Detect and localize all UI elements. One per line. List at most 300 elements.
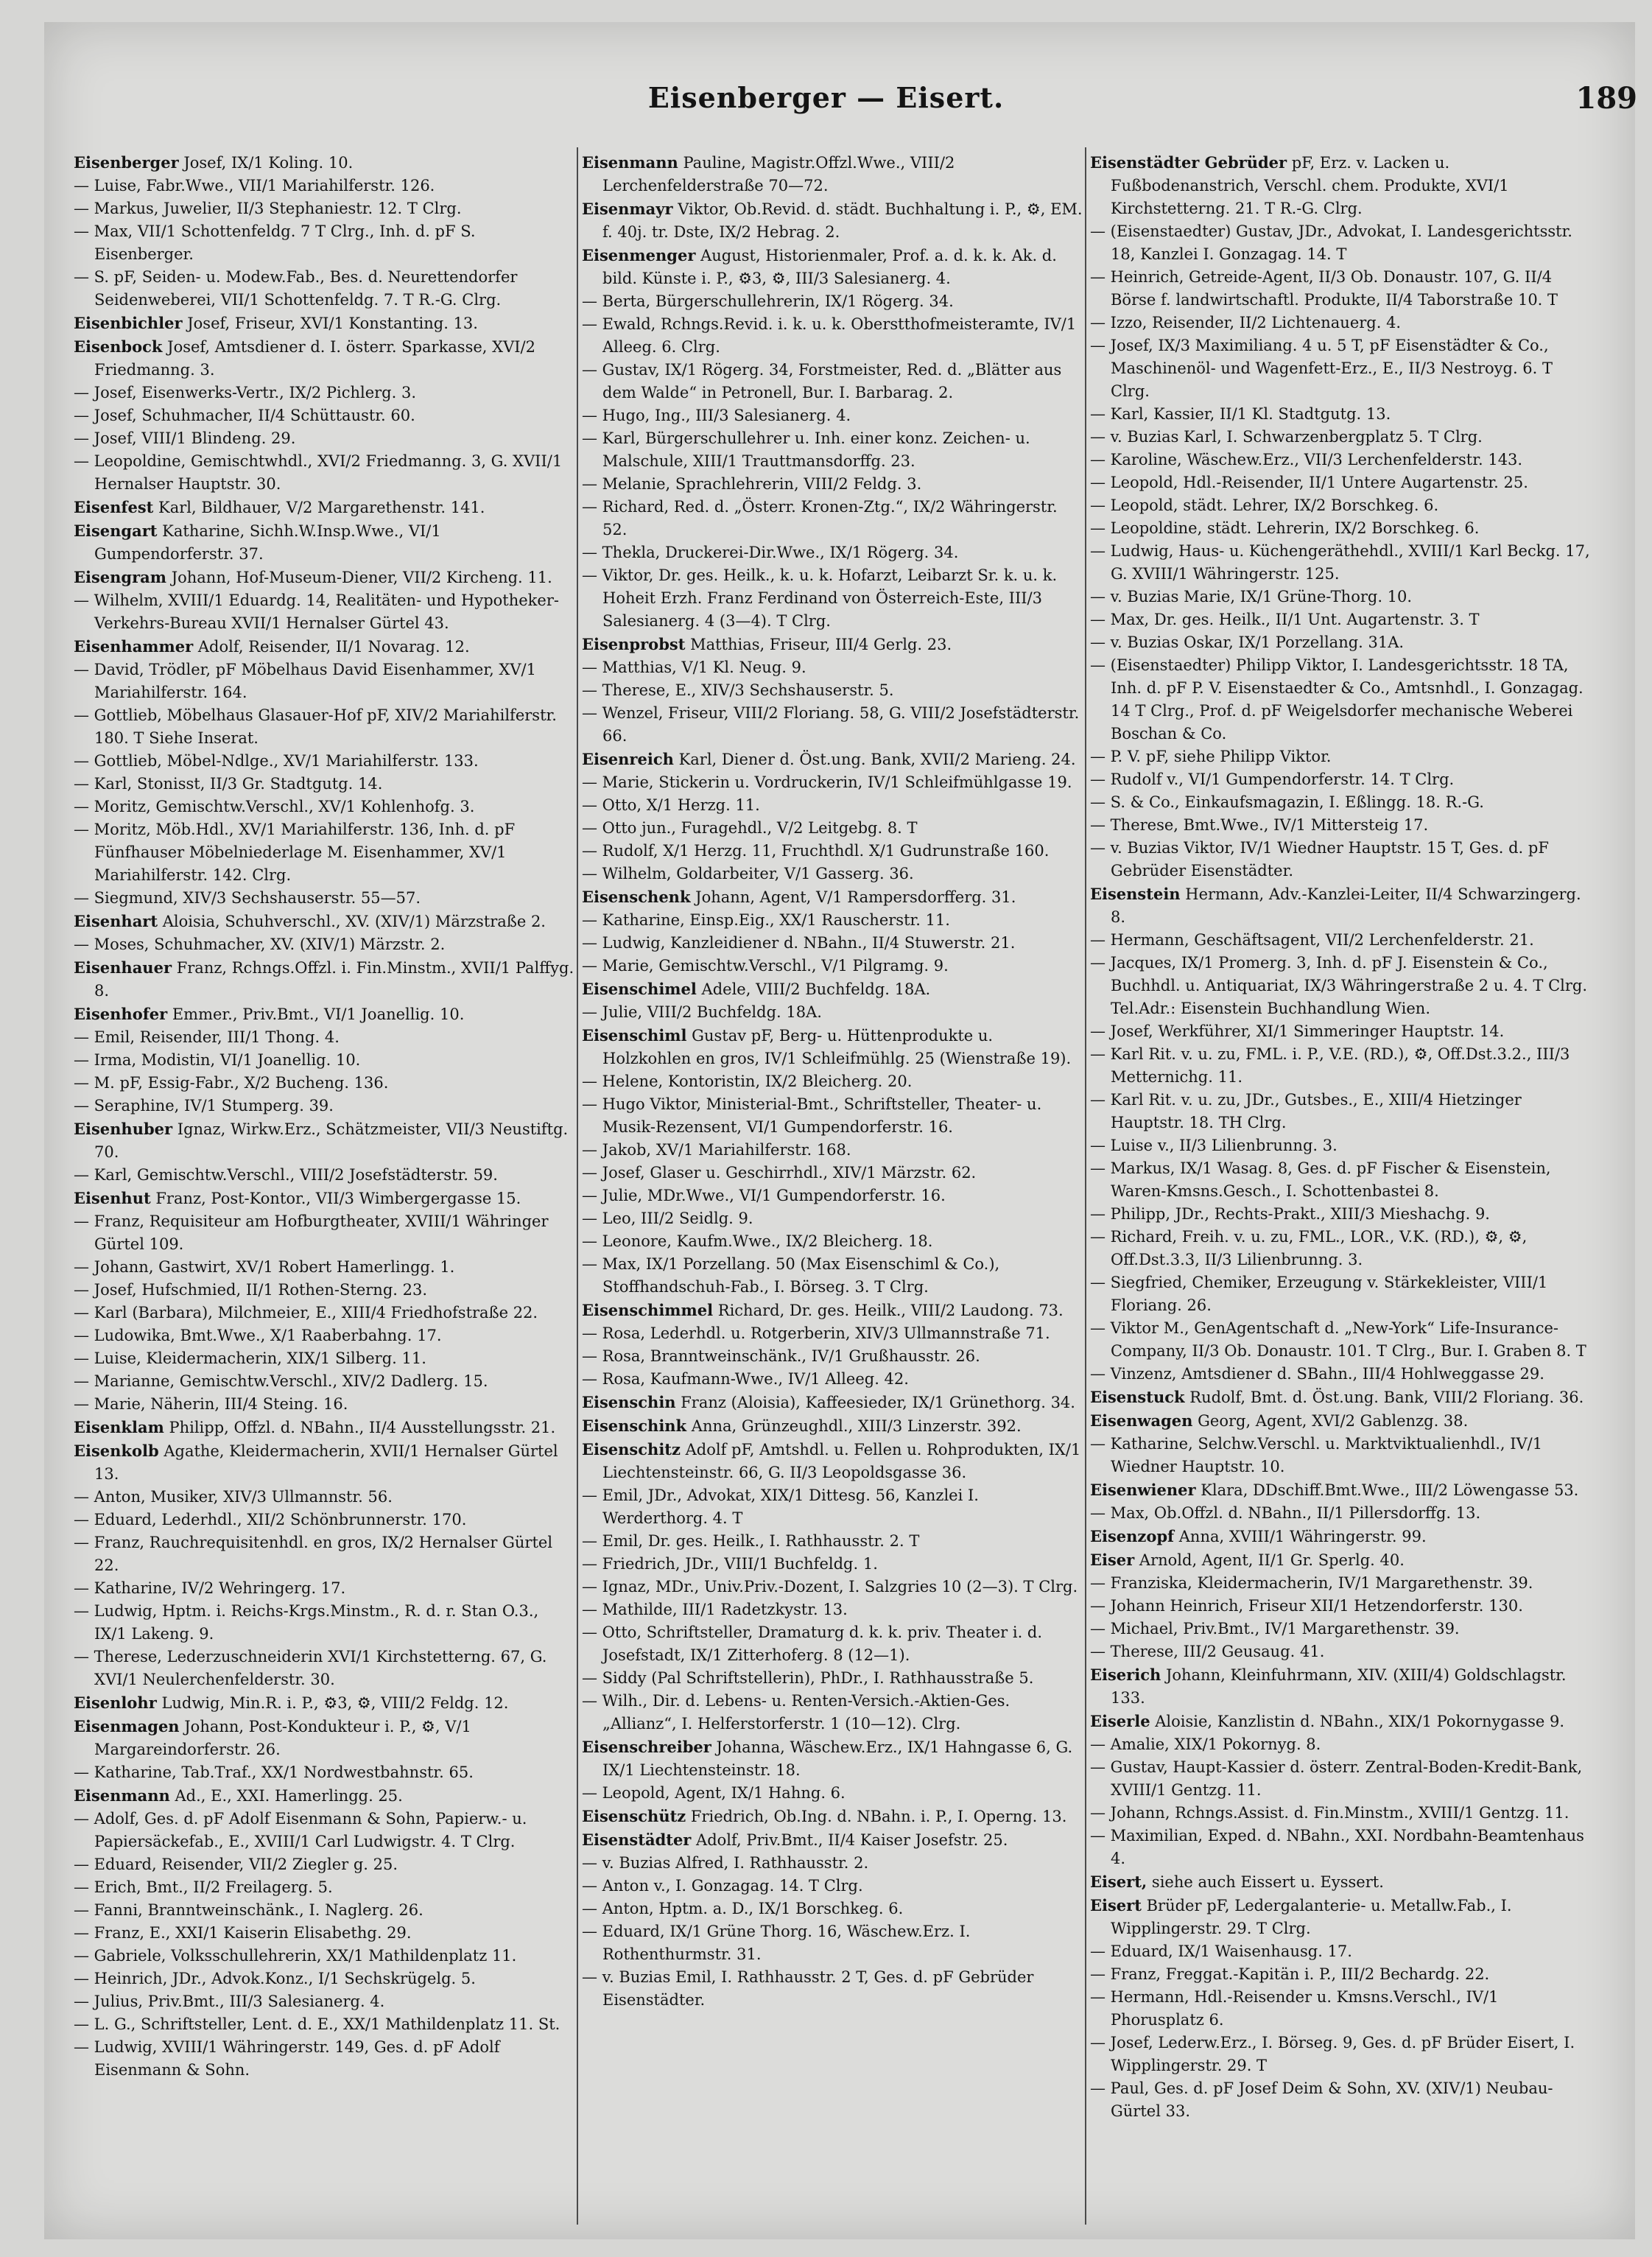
entry-text: — Friedrich, JDr., VIII/1 Buchfeldg. 1.	[582, 1555, 878, 1573]
directory-entry	[74, 175, 574, 197]
surname-heading: Eisenklam	[74, 1418, 164, 1436]
entry-text: — L. G., Schriftsteller, Lent. d. E., XX/1 Mathildenplatz 11. St.	[74, 2015, 560, 2033]
directory-entry	[1090, 220, 1591, 266]
surname-heading: Eisenmayr	[582, 200, 673, 218]
directory-entry	[582, 679, 1083, 702]
entry-text: Karl, Bildhauer, V/2 Margarethenstr. 141.	[153, 499, 485, 516]
directory-entry	[1090, 1802, 1591, 1825]
directory-entry	[74, 1095, 574, 1117]
directory-entry	[74, 1853, 574, 1876]
entry-text: — Richard, Freih. v. u. zu, FML., LOR., V.K. (RD.), ⚙, ⚙, Off.Dst.3.3, II/3 Lilienbrunng. 3.	[1090, 1228, 1528, 1268]
entry-text: — Heinrich, JDr., Advok.Konz., I/1 Sechskrügelg. 5.	[74, 1970, 476, 1987]
entry-text: — v. Buzias Viktor, IV/1 Wiedner Hauptstr. 15 T, Ges. d. pF Gebrüder Eisenstädter.	[1090, 839, 1549, 880]
directory-entry	[74, 335, 574, 382]
entry-text: — v. Buzias Karl, I. Schwarzenbergplatz 5. T Clrg.	[1090, 428, 1483, 446]
directory-entry	[582, 290, 1083, 313]
entry-text: — Marie, Gemischtw.Verschl., V/1 Pilgramg. 9.	[582, 957, 949, 975]
surname-heading: Eisenwagen	[1090, 1411, 1193, 1430]
entry-text: — Leopoldine, Gemischtwhdl., XVI/2 Friedmanng. 3, G. XVII/1 Hernalser Hauptstr. 30.	[74, 452, 563, 493]
entry-text: — Therese, Lederzuschneiderin XVI/1 Kirchstetterng. 67, G. XVI/1 Neulerchenfelderstr. 30.	[74, 1648, 547, 1688]
surname-heading: Eisenschitz	[582, 1440, 681, 1459]
entry-text: Adele, VIII/2 Buchfeldg. 18A.	[696, 980, 931, 998]
directory-entry	[1090, 1940, 1591, 1963]
entry-text: — Josef, Lederw.Erz., I. Börseg. 9, Ges. d. pF Brüder Eisert, I. Wipplingerstr. 29. T	[1090, 2034, 1575, 2074]
entry-text: — Julie, MDr.Wwe., VI/1 Gumpendorferstr. 16.	[582, 1187, 946, 1204]
directory-entry	[1090, 1618, 1591, 1640]
directory-entry	[1090, 608, 1591, 631]
entry-text: — Johann Heinrich, Friseur XII/1 Hetzendorferstr. 130.	[1090, 1597, 1523, 1615]
entry-text: — Melanie, Sprachlehrerin, VIII/2 Feldg. 3.	[582, 475, 922, 493]
entry-text: — Leopoldine, städt. Lehrerin, IX/2 Borschkeg. 6.	[1090, 519, 1480, 537]
entry-text: — Otto jun., Furagehdl., V/2 Leitgebg. 8. T	[582, 819, 918, 837]
directory-entry	[74, 1072, 574, 1095]
entry-text: Aloisia, Schuhverschl., XV. (XIV/1) Märzstraße 2.	[158, 913, 546, 930]
directory-entry	[74, 1117, 574, 1164]
surname-heading: Eisenmann	[74, 1786, 170, 1805]
directory-entry	[74, 1691, 574, 1715]
surname-heading: Eisengram	[74, 568, 167, 586]
directory-entry	[582, 1322, 1083, 1345]
surname-heading: Eisenschütz	[582, 1807, 686, 1825]
surname-heading: Eisenschreiber	[582, 1738, 711, 1756]
directory-entry	[74, 312, 574, 335]
directory-entry	[74, 887, 574, 910]
entry-text: — Franz, Requisiteur am Hofburgtheater, XVIII/1 Währinger Gürtel 109.	[74, 1212, 549, 1253]
entry-text: — Max, Dr. ges. Heilk., II/1 Unt. Augartenstr. 3. T	[1090, 611, 1480, 628]
directory-entry	[74, 1049, 574, 1072]
directory-entry	[1090, 654, 1591, 745]
entry-text: — Gottlieb, Möbel-Ndlge., XV/1 Mariahilferstr. 133.	[74, 752, 479, 770]
entry-text: — Eduard, IX/1 Grüne Thorg. 16, Wäschew.Erz. I. Rothenthurmstr. 31.	[582, 1923, 971, 1963]
directory-entry	[1090, 312, 1591, 334]
directory-entry	[582, 1805, 1083, 1828]
entry-text: — Hermann, Hdl.-Reisender u. Kmsns.Verschl., IV/1 Phorusplatz 6.	[1090, 1988, 1499, 2029]
directory-entry	[74, 450, 574, 496]
directory-entry	[582, 1207, 1083, 1230]
surname-heading: Eisenhart	[74, 912, 158, 930]
entry-text: — Emil, Reisender, III/1 Thong. 4.	[74, 1028, 340, 1046]
entry-text: — Franz, Freggat.-Kapitän i. P., III/2 Bechardg. 22.	[1090, 1965, 1490, 1983]
entry-text: — Otto, X/1 Herzg. 11.	[582, 796, 760, 814]
directory-entry	[74, 1439, 574, 1486]
entry-text: — Jacques, IX/1 Promerg. 3, Inh. d. pF J. Eisenstein & Co., Buchhdl. u. Antiquariat, IX/3 Währingerstraße 2 u. 4. T Clrg. Tel.Adr.: Eisenstein Buchhandlung Wien.	[1090, 954, 1588, 1017]
entry-text: — Hermann, Geschäftsagent, VII/2 Lerchenfelderstr. 21.	[1090, 931, 1534, 949]
directory-entry	[582, 197, 1083, 244]
entry-text: Anna, XVIII/1 Währingerstr. 99.	[1174, 1528, 1427, 1545]
surname-heading: Eisenstädter Gebrüder	[1090, 153, 1287, 172]
entry-text: Franz, Rchngs.Offzl. i. Fin.Minstm., XVII/1 Palffyg. 8.	[94, 959, 574, 1000]
surname-heading: Eisenschenk	[582, 888, 691, 906]
entry-text: — Karl Rit. v. u. zu, FML. i. P., V.E. (RD.), ⚙, Off.Dst.3.2., III/3 Metternichg. 11.	[1090, 1045, 1570, 1086]
surname-heading: Eisenschink	[582, 1417, 687, 1435]
surname-heading: Eiserich	[1090, 1665, 1161, 1684]
directory-entry	[74, 1784, 574, 1808]
entry-text: Johanna, Wäschew.Erz., IX/1 Hahngasse 6, G. IX/1 Liechtensteinstr. 18.	[602, 1738, 1073, 1779]
entry-text: — Moses, Schuhmacher, XV. (XIV/1) Märzstr. 2.	[74, 936, 446, 953]
surname-heading: Eisenfest	[74, 498, 154, 516]
entry-text: — Rosa, Branntweinschänk., IV/1 Grußhausstr. 26.	[582, 1347, 980, 1365]
entry-text: — Philipp, JDr., Rechts-Prakt., XIII/3 Mieshachg. 9.	[1090, 1205, 1490, 1223]
directory-entry	[582, 1230, 1083, 1253]
entry-text: — Josef, Hufschmied, II/1 Rothen-Sterng. 23.	[74, 1281, 428, 1299]
entry-text: — (Eisenstaedter) Gustav, JDr., Advokat, I. Landesgerichtsstr. 18, Kanzlei I. Gonzagag. 14. T	[1090, 222, 1572, 263]
directory-entry	[582, 1438, 1083, 1484]
entry-text: — Therese, III/2 Geusaug. 41.	[1090, 1643, 1325, 1660]
page-number: 189	[1575, 81, 1637, 116]
directory-column-2	[582, 151, 1083, 2228]
entry-text: — Rudolf v., VI/1 Gumpendorferstr. 14. T Clrg.	[1090, 771, 1455, 788]
column-divider	[1085, 147, 1086, 2225]
entry-text: — Anton v., I. Gonzagag. 14. T Clrg.	[582, 1877, 863, 1895]
entry-text: — v. Buzias Oskar, IX/1 Porzellang. 31A.	[1090, 633, 1405, 651]
entry-text: — Gabriele, Volksschullehrerin, XX/1 Mathildenplatz 11.	[74, 1947, 517, 1965]
directory-entry	[1090, 1317, 1591, 1363]
entry-text: — Katharine, Einsp.Eig., XX/1 Rauscherstr. 11.	[582, 911, 950, 929]
entry-text: — Rosa, Kaufmann-Wwe., IV/1 Alleeg. 42.	[582, 1370, 909, 1388]
directory-entry	[582, 1735, 1083, 1782]
entry-text: — Therese, Bmt.Wwe., IV/1 Mittersteig 17.	[1090, 816, 1429, 834]
page-header	[0, 81, 1652, 133]
directory-entry	[582, 817, 1083, 840]
entry-text: Josef, IX/1 Koling. 10.	[178, 154, 354, 172]
entry-text: — Max, IX/1 Porzellang. 50 (Max Eisenschiml & Co.), Stoffhandschuh-Fab., I. Börseg. 3. T Clrg.	[582, 1255, 1000, 1296]
directory-entry	[74, 1416, 574, 1439]
entry-text: — Luise, Fabr.Wwe., VII/1 Mariahilferstr. 126.	[74, 177, 435, 194]
directory-entry	[1090, 1548, 1591, 1572]
directory-entry	[582, 1828, 1083, 1852]
entry-text: — Eduard, IX/1 Waisenhausg. 17.	[1090, 1942, 1352, 1960]
directory-entry	[1090, 1134, 1591, 1157]
entry-text: Richard, Dr. ges. Heilk., VIII/2 Laudong. 73.	[713, 1302, 1064, 1319]
entry-text: Johann, Kleinfuhrmann, XIV. (XIII/4) Goldschlagstr. 133.	[1111, 1666, 1567, 1707]
entry-text: — Otto, Schriftsteller, Dramaturg d. k. k. priv. Theater i. d. Josefstadt, IX/1 Zitterhoferg. 8 (12—1).	[582, 1624, 1043, 1664]
directory-entry	[1090, 1386, 1591, 1409]
surname-heading: Eisenbock	[74, 337, 163, 356]
entry-text: Gustav pF, Berg- u. Hüttenprodukte u. Holzkohlen en gros, IV/1 Schleifmühlg. 25 (Wienstraße 19).	[602, 1027, 1072, 1067]
surname-heading: Eiserle	[1090, 1712, 1150, 1730]
directory-entry	[74, 1026, 574, 1049]
entry-text: — Marie, Näherin, III/4 Steing. 16.	[74, 1395, 348, 1413]
directory-entry	[582, 955, 1083, 977]
directory-entry	[74, 956, 574, 1003]
directory-entry	[1090, 745, 1591, 768]
entry-text: — v. Buzias Emil, I. Rathhausstr. 2 T, Ges. d. pF Gebrüder Eisenstädter.	[582, 1968, 1034, 2009]
entry-text: Brüder pF, Ledergalanterie- u. Metallw.Fab., I. Wipplingerstr. 29. T Clrg.	[1111, 1897, 1512, 1937]
entry-text: — Josef, IX/3 Maximiliang. 4 u. 5 T, pF Eisenstädter & Co., Maschinenöl- und Wagenfett-Erz., E., II/3 Nestroyg. 6. T Clrg.	[1090, 337, 1553, 400]
entry-text: — Viktor, Dr. ges. Heilk., k. u. k. Hofarzt, Leibarzt Sr. k. u. k. Hoheit Erzh. Franz Ferdinand von Österreich-Este, III/3 Salesianerg. 4 (3—4). T Clrg.	[582, 566, 1058, 630]
entry-text: Johann, Agent, V/1 Rampersdorfferg. 31.	[690, 888, 1016, 906]
directory-entry	[74, 1509, 574, 1531]
directory-entry	[582, 496, 1083, 541]
column-divider	[577, 147, 578, 2225]
directory-entry	[1090, 540, 1591, 586]
directory-entry	[74, 1945, 574, 1968]
directory-entry	[1090, 1963, 1591, 1986]
entry-text: — Emil, JDr., Advokat, XIX/1 Dittesg. 56, Kanzlei I. Werderthorg. 4. T	[582, 1486, 979, 1527]
entry-text: Rudolf, Bmt. d. Öst.ung. Bank, VIII/2 Floriang. 36.	[1184, 1389, 1584, 1406]
directory-entry	[1090, 1986, 1591, 2032]
entry-text: — Katharine, Selchw.Verschl. u. Marktviktualienhdl., IV/1 Wiedner Hauptstr. 10.	[1090, 1435, 1543, 1475]
directory-entry	[1090, 1756, 1591, 1802]
directory-column-1	[74, 151, 574, 2228]
entry-text: — Leo, III/2 Seidlg. 9.	[582, 1210, 753, 1227]
entry-text: Johann, Post-Kondukteur i. P., ⚙, V/1 Margareindorferstr. 26.	[94, 1718, 471, 1758]
directory-entry	[582, 1484, 1083, 1530]
directory-entry	[582, 840, 1083, 863]
directory-entry	[1090, 1363, 1591, 1386]
entry-text: — Eduard, Reisender, VII/2 Ziegler g. 25.	[74, 1856, 398, 1873]
directory-entry	[582, 1070, 1083, 1093]
entry-text: — Johann, Rchngs.Assist. d. Fin.Minstm., XVIII/1 Gentzg. 11.	[1090, 1804, 1570, 1822]
directory-entry	[1090, 1663, 1591, 1710]
directory-entry	[74, 1164, 574, 1187]
directory-entry	[1090, 1478, 1591, 1502]
directory-entry	[1090, 1203, 1591, 1226]
entry-text: Hermann, Adv.-Kanzlei-Leiter, II/4 Schwarzingerg. 8.	[1111, 885, 1581, 926]
directory-entry	[582, 1576, 1083, 1598]
directory-entry	[582, 1345, 1083, 1368]
entry-text: Josef, Amtsdiener d. I. österr. Sparkasse, XVI/2 Friedmanng. 3.	[94, 338, 535, 379]
directory-entry	[1090, 151, 1591, 220]
entry-text: — Franz, E., XXI/1 Kaiserin Elisabethg. 29.	[74, 1924, 412, 1942]
entry-text: — Leopold, Agent, IX/1 Hahng. 6.	[582, 1784, 846, 1802]
entry-text: — S. & Co., Einkaufsmagazin, I. Eßlingg. 18. R.-G.	[1090, 793, 1484, 811]
entry-text: — Max, VII/1 Schottenfeldg. 7 T Clrg., Inh. d. pF S. Eisenberger.	[74, 222, 476, 263]
entry-text: — Wilhelm, Goldarbeiter, V/1 Gasserg. 36.	[582, 865, 914, 882]
entry-text: — Marianne, Gemischtw.Verschl., XIV/2 Dadlerg. 15.	[74, 1372, 488, 1390]
directory-entry	[1090, 1595, 1591, 1618]
entry-text: Ad., E., XXI. Hamerlingg. 25.	[169, 1787, 403, 1805]
surname-heading: Eisenwiener	[1090, 1481, 1196, 1499]
directory-entry	[74, 1899, 574, 1922]
directory-entry	[1090, 1502, 1591, 1525]
directory-entry	[74, 659, 574, 704]
entry-text: — Anton, Hptm. a. D., IX/1 Borschkeg. 6.	[582, 1900, 904, 1917]
entry-text: — v. Buzias Alfred, I. Rathhausstr. 2.	[582, 1854, 869, 1872]
directory-entry	[1090, 1409, 1591, 1433]
directory-entry	[1090, 2077, 1591, 2123]
directory-entry	[74, 1210, 574, 1256]
directory-entry	[74, 220, 574, 266]
directory-entry	[582, 1598, 1083, 1621]
directory-entry	[1090, 471, 1591, 494]
directory-entry	[582, 1368, 1083, 1391]
surname-heading: Eisenschimmel	[582, 1301, 714, 1319]
entry-text: — Ludwig, Kanzleidiener d. NBahn., II/4 Stuwerstr. 21.	[582, 934, 1016, 952]
directory-entry	[1090, 403, 1591, 426]
entry-text: — Maximilian, Exped. d. NBahn., XXI. Nordbahn-Beamtenhaus 4.	[1090, 1827, 1584, 1867]
directory-entry	[74, 404, 574, 427]
surname-heading: Eisenbichler	[74, 314, 183, 332]
surname-heading: Eisenprobst	[582, 635, 686, 653]
entry-text: — Ludowika, Bmt.Wwe., X/1 Raaberbahng. 17.	[74, 1327, 442, 1344]
entry-text: — Siegmund, XIV/3 Sechshauserstr. 55—57.	[74, 889, 421, 907]
directory-entry	[74, 750, 574, 773]
entry-text: — Luise v., II/3 Lilienbrunng. 3.	[1090, 1137, 1338, 1154]
directory-entry	[74, 1990, 574, 2013]
directory-entry	[582, 794, 1083, 817]
entry-text: — Franziska, Kleidermacherin, IV/1 Margarethenstr. 39.	[1090, 1574, 1533, 1592]
entry-text: — Jakob, XV/1 Mariahilferstr. 168.	[582, 1141, 851, 1159]
entry-text: Klara, DDschiff.Bmt.Wwe., III/2 Löwengasse 53.	[1195, 1481, 1579, 1499]
entry-text: — Markus, Juwelier, II/3 Stephaniestr. 12. T Clrg.	[74, 200, 462, 217]
directory-entry	[74, 1187, 574, 1210]
entry-text: — Josef, Eisenwerks-Vertr., IX/2 Pichlerg. 3.	[74, 384, 417, 401]
directory-entry	[1090, 1525, 1591, 1548]
directory-entry	[582, 771, 1083, 794]
directory-entry	[74, 773, 574, 796]
directory-entry	[74, 1302, 574, 1324]
entry-text: Franz (Aloisia), Kaffeesieder, IX/1 Grünethorg. 34.	[675, 1394, 1075, 1411]
entry-text: — Markus, IX/1 Wasag. 8, Ges. d. pF Fischer & Eisenstein, Waren-Kmsns.Gesch., I. Schottenbastei 8.	[1090, 1159, 1551, 1200]
directory-entry	[1090, 517, 1591, 540]
entry-text: — Leonore, Kaufm.Wwe., IX/2 Bleicherg. 18.	[582, 1232, 933, 1250]
entry-text: Adolf, Priv.Bmt., II/4 Kaiser Josefstr. 25.	[691, 1831, 1008, 1849]
directory-entry	[1090, 1020, 1591, 1043]
directory-entry	[582, 1690, 1083, 1735]
directory-entry	[74, 2036, 574, 2082]
entry-text: — Josef, VIII/1 Blindeng. 29.	[74, 429, 296, 447]
surname-heading: Eisenhuber	[74, 1120, 173, 1138]
entry-text: — Viktor M., GenAgentschaft d. „New-York“ Life-Insurance-Company, II/3 Ob. Donaustr. 101. T Clrg., Bur. I. Graben 8. T	[1090, 1319, 1586, 1360]
directory-entry	[74, 1256, 574, 1279]
directory-entry	[582, 1621, 1083, 1667]
directory-entry	[582, 1898, 1083, 1920]
directory-entry	[1090, 1825, 1591, 1870]
surname-heading: Eisenschiml	[582, 1026, 687, 1045]
entry-text: — Ludwig, Hptm. i. Reichs-Krgs.Minstm., R. d. r. Stan O.3., IX/1 Lakeng. 9.	[74, 1602, 539, 1643]
entry-text: — Max, Ob.Offzl. d. NBahn., II/1 Pillersdorffg. 13.	[1090, 1504, 1481, 1522]
directory-entry	[74, 910, 574, 933]
directory-entry	[1090, 1640, 1591, 1663]
surname-heading: Eisenschin	[582, 1393, 676, 1411]
directory-entry	[1090, 1572, 1591, 1595]
page-title: Eisenberger — Eisert.	[647, 81, 1005, 114]
entry-text: — Julie, VIII/2 Buchfeldg. 18A.	[582, 1003, 822, 1021]
entry-text: — Erich, Bmt., II/2 Freilagerg. 5.	[74, 1878, 333, 1896]
directory-entry	[582, 1162, 1083, 1184]
directory-entry	[74, 589, 574, 635]
entry-text: — Fanni, Branntweinschänk., I. Naglerg. 26.	[74, 1901, 423, 1919]
directory-entry	[582, 427, 1083, 473]
entry-text: Anna, Grünzeughdl., XIII/3 Linzerstr. 392.	[686, 1417, 1022, 1435]
directory-entry	[74, 1393, 574, 1416]
directory-entry	[1090, 952, 1591, 1020]
entry-text: — Ewald, Rchngs.Revid. i. k. u. k. Oberstthofmeisteramte, IV/1 Alleeg. 6. Clrg.	[582, 315, 1077, 356]
surname-heading: Eisenmagen	[74, 1717, 180, 1735]
entry-text: — Anton, Musiker, XIV/3 Ullmannstr. 56.	[74, 1488, 393, 1506]
entry-text: — Johann, Gastwirt, XV/1 Robert Hamerlingg. 1.	[74, 1258, 455, 1276]
directory-entry	[582, 359, 1083, 404]
entry-text: — Karl, Gemischtw.Verschl., VIII/2 Josefstädterstr. 59.	[74, 1166, 498, 1184]
entry-text: Franz, Post-Kontor., VII/3 Wimbergergasse 15.	[150, 1190, 521, 1207]
entry-text: — Helene, Kontoristin, IX/2 Bleicherg. 20.	[582, 1073, 913, 1090]
directory-entry	[74, 1347, 574, 1370]
entry-text: Matthias, Friseur, III/4 Gerlg. 23.	[685, 636, 952, 653]
entry-text: — Irma, Modistin, VI/1 Joanellig. 10.	[74, 1051, 361, 1069]
entry-text: — Franz, Rauchrequisitenhdl. en gros, IX/2 Hernalser Gürtel 22.	[74, 1534, 553, 1574]
directory-entry	[582, 1299, 1083, 1322]
entry-text: Viktor, Ob.Revid. d. städt. Buchhaltung i. P., ⚙, EM. f. 40j. tr. Dste, IX/2 Hebrag. 2.	[602, 200, 1083, 241]
entry-text: — Leopold, städt. Lehrer, IX/2 Borschkeg. 6.	[1090, 496, 1439, 514]
entry-text: — Wenzel, Friseur, VIII/2 Floriang. 58, G. VIII/2 Josefstädterstr. 66.	[582, 704, 1080, 745]
entry-text: — Berta, Bürgerschullehrerin, IX/1 Rögerg. 34.	[582, 292, 954, 310]
entry-text: Arnold, Agent, II/1 Gr. Sperlg. 40.	[1134, 1551, 1405, 1569]
directory-entry	[74, 1600, 574, 1646]
entry-text: — Josef, Glaser u. Geschirrhdl., XIV/1 Märzstr. 62.	[582, 1164, 977, 1182]
directory-entry	[582, 1184, 1083, 1207]
surname-heading: Eisenhammer	[74, 637, 194, 656]
entry-text: — Katharine, Tab.Traf., XX/1 Nordwestbahnstr. 65.	[74, 1763, 474, 1781]
directory-entry	[582, 244, 1083, 290]
entry-text: — Karl, Bürgerschullehrer u. Inh. einer konz. Zeichen- u. Malschule, XIII/1 Trauttmansdorffg. 23.	[582, 429, 1030, 470]
directory-entry	[1090, 334, 1591, 403]
directory-entry	[74, 933, 574, 956]
surname-heading: Eisenmenger	[582, 246, 696, 264]
directory-entry	[582, 1875, 1083, 1898]
directory-entry	[74, 566, 574, 589]
entry-text: — Karl, Stonisst, II/3 Gr. Stadtgutg. 14.	[74, 775, 383, 793]
directory-entry	[582, 885, 1083, 909]
entry-text: Agathe, Kleidermacherin, XVII/1 Hernalser Gürtel 13.	[94, 1442, 558, 1483]
entry-text: — Paul, Ges. d. pF Josef Deim & Sohn, XV. (XIV/1) Neubau-Gürtel 33.	[1090, 2079, 1553, 2120]
directory-entry	[582, 1139, 1083, 1162]
directory-entry	[74, 1486, 574, 1509]
directory-entry	[582, 932, 1083, 955]
directory-entry	[1090, 768, 1591, 791]
directory-entry	[582, 909, 1083, 932]
directory-entry	[1090, 1710, 1591, 1733]
directory-entry	[582, 1391, 1083, 1414]
directory-entry	[74, 1808, 574, 1853]
entry-text: — Karoline, Wäschew.Erz., VII/3 Lerchenfelderstr. 143.	[1090, 451, 1523, 468]
surname-heading: Eisenzopf	[1090, 1527, 1175, 1545]
entry-text: — Ludwig, Haus- u. Küchengeräthehdl., XVIII/1 Karl Beckg. 17, G. XVIII/1 Währingerstr. 125.	[1090, 542, 1590, 583]
directory-entry	[1090, 1733, 1591, 1756]
entry-text: — Matthias, V/1 Kl. Neug. 9.	[582, 659, 806, 676]
directory-entry	[582, 748, 1083, 771]
directory-entry	[1090, 929, 1591, 952]
entry-text: — Ludwig, XVIII/1 Währingerstr. 149, Ges. d. pF Adolf Eisenmann & Sohn.	[74, 2038, 500, 2079]
entry-text: — Vinzenz, Amtsdiener d. SBahn., III/4 Hohlweggasse 29.	[1090, 1365, 1544, 1383]
entry-text: — S. pF, Seiden- u. Modew.Fab., Bes. d. Neurettendorfer Seidenweberei, VII/1 Schottenfeldg. 7. T R.-G. Clrg.	[74, 268, 518, 309]
directory-entry	[74, 1370, 574, 1393]
directory-entry	[582, 863, 1083, 885]
directory-entry	[1090, 1043, 1591, 1089]
directory-entry	[74, 1646, 574, 1691]
entry-text: — Rudolf, X/1 Herzg. 11, Fruchthdl. X/1 Gudrunstraße 160.	[582, 842, 1050, 860]
surname-heading: Eisenschimel	[582, 980, 697, 998]
entry-text: — Josef, Werkführer, XI/1 Simmeringer Hauptstr. 14.	[1090, 1022, 1505, 1040]
entry-text: — Karl Rit. v. u. zu, JDr., Gutsbes., E., XIII/4 Hietzinger Hauptstr. 18. TH Clrg.	[1090, 1091, 1522, 1131]
directory-entry	[582, 1920, 1083, 1966]
entry-text: Katharine, Sichh.W.Insp.Wwe., VI/1 Gumpendorferstr. 37.	[94, 522, 441, 563]
directory-entry	[582, 1782, 1083, 1805]
entry-text: — Mathilde, III/1 Radetzkystr. 13.	[582, 1601, 848, 1618]
entry-text: siehe auch Eissert u. Eyssert.	[1147, 1873, 1384, 1891]
entry-text: — Therese, E., XIV/3 Sechshauserstr. 5.	[582, 681, 894, 699]
directory-entry	[1090, 1157, 1591, 1203]
entry-text: — P. V. pF, siehe Philipp Viktor.	[1090, 748, 1332, 765]
directory-entry	[1090, 882, 1591, 929]
directory-entry	[1090, 426, 1591, 449]
entry-text: — Izzo, Reisender, II/2 Lichtenauerg. 4.	[1090, 314, 1402, 331]
entry-text: Ignaz, Wirkw.Erz., Schätzmeister, VII/3 Neustiftg. 70.	[94, 1120, 569, 1161]
entry-text: — Amalie, XIX/1 Pokornyg. 8.	[1090, 1735, 1321, 1753]
directory-entry	[1090, 1226, 1591, 1271]
entry-text: Karl, Diener d. Öst.ung. Bank, XVII/2 Marieng. 24.	[673, 751, 1076, 768]
surname-heading: Eisengart	[74, 522, 158, 540]
